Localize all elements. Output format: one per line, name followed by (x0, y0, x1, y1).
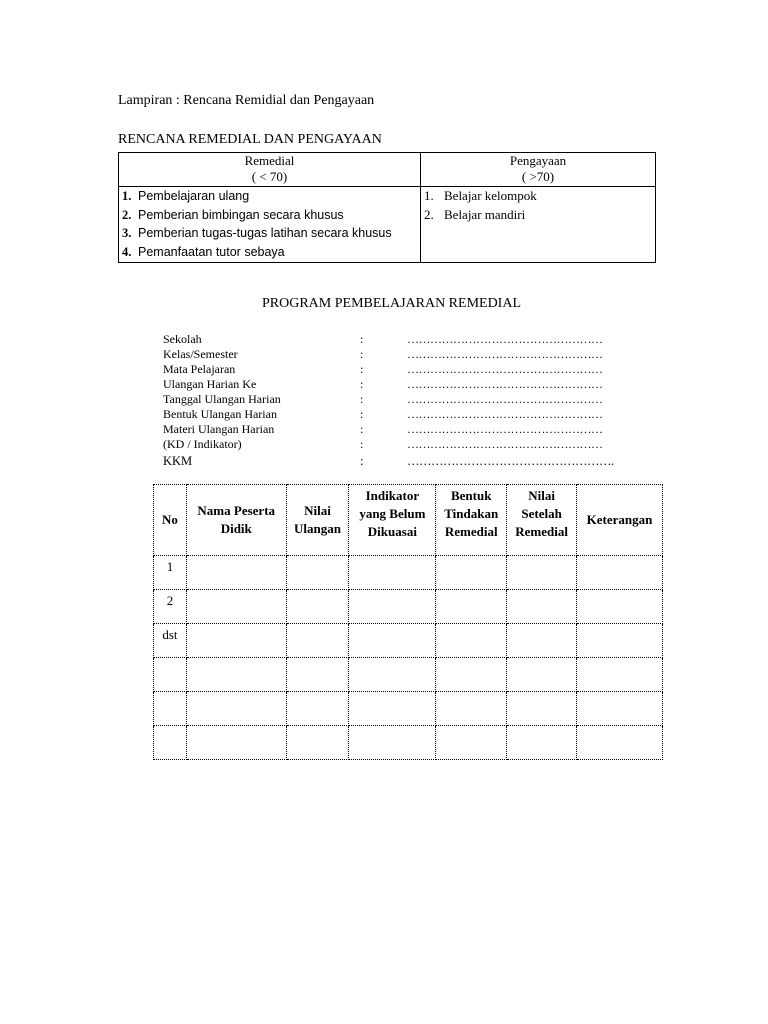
remedial-item-num: 3. (122, 226, 132, 240)
pengayaan-item (424, 206, 652, 225)
info-label: Sekolah (163, 332, 202, 346)
header-line: Tindakan (444, 506, 499, 521)
info-label: Tanggal Ulangan Harian (163, 392, 281, 406)
remedial-item (122, 243, 417, 262)
cell-indikator[interactable] (349, 624, 436, 658)
info-dots: ……………………………………………. (407, 454, 614, 468)
remedial-list (122, 187, 417, 261)
remedial-item-text: Pembelajaran ulang (138, 189, 250, 203)
info-label: Ulangan Harian Ke (163, 377, 257, 391)
info-label: Bentuk Ulangan Harian (163, 407, 277, 421)
cell-nilai-setelah[interactable] (507, 556, 577, 590)
remedial-item-num: 2. (122, 207, 132, 222)
header-line: Didik (220, 521, 252, 536)
cell-indikator[interactable] (349, 726, 436, 760)
remedial-item-text: Pemberian tugas-tugas latihan secara khusus (138, 226, 392, 240)
cell-keterangan[interactable] (577, 658, 663, 692)
cell-nilai-setelah[interactable] (507, 726, 577, 760)
cell-nilai-setelah[interactable] (507, 658, 577, 692)
info-label: (KD / Indikator) (163, 437, 242, 451)
header-line: Indikator (365, 488, 420, 503)
pengayaan-item-text: Belajar kelompok (444, 188, 537, 203)
cell-keterangan[interactable] (577, 556, 663, 590)
header-no (154, 485, 187, 556)
cell-keterangan[interactable] (577, 692, 663, 726)
cell-keterangan[interactable] (577, 726, 663, 760)
pengayaan-item-num: 1. (424, 188, 434, 203)
header-line: Keterangan (586, 512, 653, 527)
cell-keterangan[interactable] (577, 590, 663, 624)
pengayaan-header (421, 153, 656, 187)
rencana-title: RENCANA REMEDIAL DAN PENGAYAAN (118, 132, 382, 147)
remedial-header-sub: ( < 70) (251, 169, 288, 184)
program-header-row (154, 485, 663, 556)
info-colon: : (360, 437, 364, 451)
cell-nama[interactable] (186, 726, 286, 760)
cell-bentuk[interactable] (436, 556, 507, 590)
pengayaan-list (424, 187, 652, 224)
cell-bentuk[interactable] (436, 658, 507, 692)
info-dots: …………………………………………… (407, 407, 603, 421)
row-no (154, 726, 187, 760)
info-colon: : (360, 392, 364, 406)
info-label: Kelas/Semester (163, 347, 238, 361)
cell-keterangan[interactable] (577, 624, 663, 658)
row-no (154, 658, 187, 692)
table-row (154, 726, 663, 760)
header-nilai-ulangan (286, 485, 349, 556)
header-line: Nilai (528, 488, 555, 503)
pengayaan-item (424, 187, 652, 206)
info-dots: …………………………………………… (407, 332, 603, 346)
cell-nilai-setelah[interactable] (507, 692, 577, 726)
info-colon: : (360, 422, 364, 436)
remedial-item-text: Pemanfaatan tutor sebaya (138, 244, 285, 259)
table-row (154, 692, 663, 726)
header-line: Bentuk (450, 488, 492, 503)
info-colon: : (360, 362, 364, 376)
row-no: dst (154, 624, 187, 658)
row-no (154, 692, 187, 726)
header-nama (186, 485, 286, 556)
cell-nama[interactable] (186, 658, 286, 692)
header-line: Nilai (304, 503, 331, 518)
cell-indikator[interactable] (349, 556, 436, 590)
cell-nilai[interactable] (286, 624, 349, 658)
cell-nilai-setelah[interactable] (507, 624, 577, 658)
cell-nilai[interactable] (286, 726, 349, 760)
row-no: 2 (154, 590, 187, 624)
cell-nama[interactable] (186, 624, 286, 658)
info-dots: …………………………………………… (407, 392, 603, 406)
remedial-item-text: Pemberian bimbingan secara khusus (138, 207, 344, 222)
info-dots: …………………………………………… (407, 362, 603, 376)
header-bentuk-tindakan (436, 485, 507, 556)
program-title: PROGRAM PEMBELAJARAN REMEDIAL (261, 296, 522, 311)
remedial-item-num: 4. (122, 244, 132, 259)
header-line: Remedial (444, 524, 498, 539)
cell-nama[interactable] (186, 556, 286, 590)
header-nilai-setelah (507, 485, 577, 556)
header-line: Remedial (515, 524, 568, 539)
remedial-items-cell (119, 187, 421, 263)
remedial-header-label: Remedial (244, 153, 295, 168)
info-dots: …………………………………………… (407, 422, 603, 436)
cell-nilai[interactable] (286, 590, 349, 624)
pengayaan-header-sub: ( >70) (521, 169, 555, 184)
remedial-header (119, 153, 421, 187)
cell-indikator[interactable] (349, 590, 436, 624)
header-keterangan (577, 485, 663, 556)
header-line: No (162, 512, 178, 527)
table-row (154, 556, 663, 590)
cell-nilai[interactable] (286, 692, 349, 726)
remedial-item (122, 206, 417, 225)
rencana-header-row (119, 153, 656, 187)
remedial-item (122, 224, 417, 243)
cell-nilai-setelah[interactable] (507, 590, 577, 624)
program-table (153, 484, 663, 760)
cell-indikator[interactable] (349, 692, 436, 726)
info-label: Mata Pelajaran (163, 362, 236, 376)
pengayaan-header-label: Pengayaan (509, 153, 567, 168)
pengayaan-item-text: Belajar mandiri (444, 206, 526, 222)
info-dots: …………………………………………… (407, 377, 603, 391)
table-row (154, 658, 663, 692)
cell-nama[interactable] (186, 590, 286, 624)
info-colon: : (360, 454, 364, 468)
header-indikator (349, 485, 436, 556)
remedial-item-num: 1. (122, 189, 132, 203)
cell-bentuk[interactable] (436, 590, 507, 624)
info-dots: …………………………………………… (407, 347, 603, 361)
header-line: Nama Peserta (197, 503, 276, 518)
info-colon: : (360, 347, 364, 361)
table-row (154, 624, 663, 658)
rencana-table (118, 152, 656, 263)
cell-bentuk[interactable] (436, 624, 507, 658)
pengayaan-items-cell (421, 187, 656, 263)
table-row (154, 590, 663, 624)
info-label: KKM (163, 454, 193, 468)
cell-indikator[interactable] (349, 658, 436, 692)
cell-nilai[interactable] (286, 658, 349, 692)
header-line: yang Belum (359, 506, 426, 521)
cell-nilai[interactable] (286, 556, 349, 590)
lampiran-heading: Lampiran : Rencana Remidial dan Pengayaan (118, 93, 375, 108)
row-no: 1 (154, 556, 187, 590)
info-dots: …………………………………………… (407, 437, 603, 451)
header-line: Ulangan (294, 521, 341, 536)
rencana-body-row (119, 187, 656, 263)
cell-bentuk[interactable] (436, 692, 507, 726)
header-line: Dikuasai (367, 524, 417, 539)
header-line: Setelah (521, 506, 562, 521)
cell-nama[interactable] (186, 692, 286, 726)
info-colon: : (360, 407, 364, 421)
cell-bentuk[interactable] (436, 726, 507, 760)
info-colon: : (360, 332, 364, 346)
info-label: Materi Ulangan Harian (163, 422, 275, 436)
remedial-item (122, 187, 417, 206)
info-colon: : (360, 377, 364, 391)
pengayaan-item-num: 2. (424, 206, 434, 222)
